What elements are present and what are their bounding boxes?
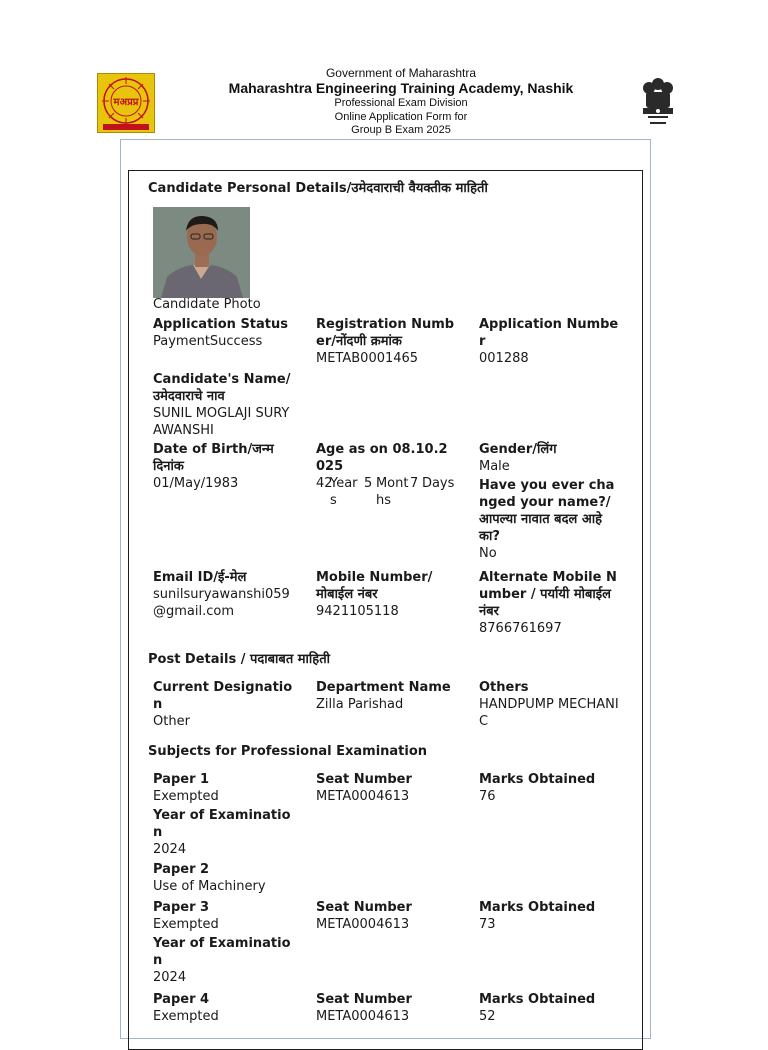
age-days-unit: Days: [421, 476, 455, 491]
age-years: 42: [316, 476, 333, 491]
paper1-marks-field: [479, 771, 619, 805]
paper2-label: Paper 2: [153, 862, 210, 877]
age-value: [316, 475, 456, 509]
paper4-marks-label: Marks Obtained: [479, 992, 596, 1007]
government-title: Government of Maharashtra: [325, 66, 477, 80]
age-years-unit: Years: [330, 476, 358, 508]
paper1-seat-value: META0004613: [316, 789, 410, 804]
name-changed-field: [479, 477, 619, 562]
paper1-marks-value: 76: [479, 789, 496, 804]
others-value: HANDPUMP MECHANIC: [479, 697, 619, 729]
paper3-field: [153, 899, 293, 933]
paper3-seat-field: [316, 899, 456, 933]
photo-caption: Candidate Photo: [153, 297, 261, 312]
dob-label: Date of Birth/जन्म दिनांक: [153, 442, 274, 474]
mobile-field: [316, 569, 456, 620]
name-changed-label: Have you ever changed your name?/आपल्या नावात बदल आहे का?: [479, 478, 615, 544]
paper3-year-label: Year of Examination: [153, 936, 291, 968]
department-field: [316, 679, 456, 713]
paper1-field: [153, 771, 293, 805]
paper3-year-value: 2024: [153, 970, 187, 985]
department-label: Department Name: [316, 680, 451, 695]
gender-label: Gender/लिंग: [479, 442, 557, 457]
email-label: Email ID/ई-मेल: [153, 570, 247, 585]
paper4-seat-field: [316, 991, 456, 1025]
mobile-value: 9421105118: [316, 604, 399, 619]
dob-value: 01/May/1983: [153, 476, 239, 491]
academy-logo-text: मअप्रप्र: [113, 97, 139, 108]
paper1-year-field: [153, 807, 293, 858]
alt-mobile-field: [479, 569, 619, 637]
paper3-seat-label: Seat Number: [316, 900, 412, 915]
age-days: 7: [410, 476, 419, 491]
others-label: Others: [479, 680, 529, 695]
paper4-marks-field: [479, 991, 619, 1025]
paper3-value: Exempted: [153, 917, 219, 932]
paper3-label: Paper 3: [153, 900, 210, 915]
application-status-value: PaymentSuccess: [153, 334, 263, 349]
ashoka-emblem-icon: [640, 76, 676, 130]
registration-number-value: METAB0001465: [316, 351, 419, 366]
paper4-marks-value: 52: [479, 1009, 496, 1024]
paper1-label: Paper 1: [153, 772, 210, 787]
mobile-label: Mobile Number/ मोबाईल नंबर: [316, 570, 433, 602]
subjects-title: Subjects for Professional Examination: [148, 744, 428, 759]
paper1-seat-label: Seat Number: [316, 772, 412, 787]
paper3-marks-field: [479, 899, 619, 933]
email-value: sunilsuryawanshi059@gmail.com: [153, 587, 290, 619]
designation-field: [153, 679, 293, 730]
registration-number-label: Registration Number/नोंदणी क्रमांक: [316, 317, 455, 349]
candidate-photo: [153, 207, 250, 298]
department-value: Zilla Parishad: [316, 697, 404, 712]
email-field: [153, 569, 293, 620]
registration-number-field: [316, 316, 456, 367]
candidate-name-label: Candidate's Name/ उमेदवाराचे नाव: [153, 372, 291, 404]
application-number-label: Application Number: [479, 317, 619, 349]
age-months-unit: Months: [375, 476, 409, 508]
paper2-field: [153, 861, 293, 895]
paper4-field: [153, 991, 293, 1025]
paper1-year-value: 2024: [153, 842, 187, 857]
paper3-marks-label: Marks Obtained: [479, 900, 596, 915]
academy-logo-icon: [97, 73, 155, 133]
candidate-name-field: [153, 371, 293, 439]
paper1-year-label: Year of Examination: [153, 808, 291, 840]
post-details-title: Post Details / पदाबाबत माहिती: [148, 652, 330, 667]
paper1-marks-label: Marks Obtained: [479, 772, 596, 787]
paper2-value: Use of Machinery: [153, 879, 266, 894]
gender-field: [479, 441, 619, 475]
application-status-label: Application Status: [153, 317, 289, 332]
name-changed-value: No: [479, 546, 497, 561]
application-number-field: [479, 316, 619, 367]
paper1-value: Exempted: [153, 789, 219, 804]
others-field: [479, 679, 619, 730]
paper3-year-field: [153, 935, 293, 986]
paper1-seat-field: [316, 771, 456, 805]
division-title: Professional Exam Division: [334, 97, 468, 109]
paper4-seat-value: META0004613: [316, 1009, 410, 1024]
exam-title: Group B Exam 2025: [351, 124, 451, 136]
designation-value: Other: [153, 714, 190, 729]
alt-mobile-label: Alternate Mobile Number / पर्यायी मोबाईल नंबर: [479, 570, 617, 619]
paper4-value: Exempted: [153, 1009, 219, 1024]
gender-value: Male: [479, 459, 510, 474]
paper4-label: Paper 4: [153, 992, 210, 1007]
dob-field: [153, 441, 293, 492]
form-title: Online Application Form for: [334, 110, 468, 123]
alt-mobile-value: 8766761697: [479, 621, 562, 636]
designation-label: Current Designation: [153, 680, 293, 712]
header-text-block: [200, 66, 602, 138]
paper3-marks-value: 73: [479, 917, 496, 932]
application-status-field: [153, 316, 293, 350]
paper4-seat-label: Seat Number: [316, 992, 412, 1007]
age-months: 5: [364, 476, 373, 491]
academy-title: Maharashtra Engineering Training Academy, Nashik: [228, 80, 574, 96]
age-field: [316, 441, 456, 509]
paper3-seat-value: META0004613: [316, 917, 410, 932]
candidate-name-value: SUNIL MOGLAJI SURYAWANSHI: [153, 406, 290, 438]
application-number-value: 001288: [479, 351, 529, 366]
personal-details-title: Candidate Personal Details/उमेदवाराची वैयक्तीक माहिती: [148, 181, 488, 196]
age-label: Age as on 08.10.2025: [316, 442, 448, 474]
